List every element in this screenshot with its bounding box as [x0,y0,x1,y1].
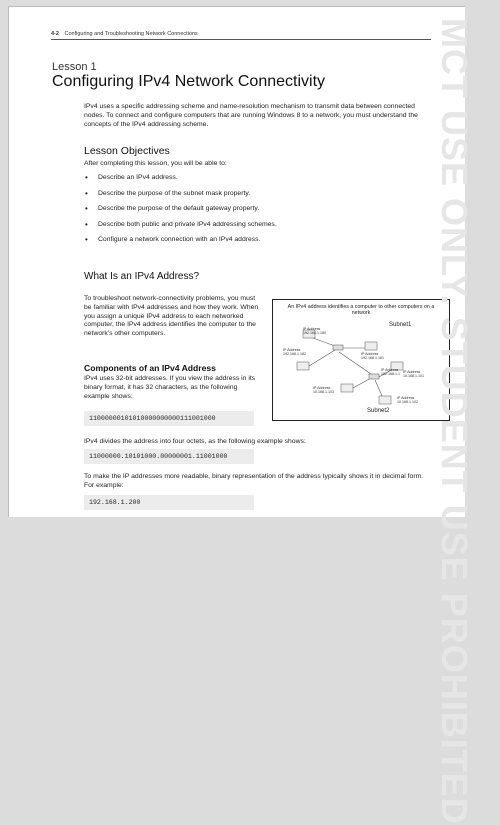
decimal-paragraph: To make the IP addresses more readable, binary representation of the address typically shows it in decimal form. For example: [84,473,424,489]
ip-label: IP Address 192.168.1.181 [361,352,384,361]
list-item: • Describe an IPv4 address. [84,174,424,190]
chapter-title: Configuring and Troubleshooting Network Connections [64,31,198,37]
hub-icon [333,345,343,350]
computer-icon [341,384,353,392]
objectives-heading: Lesson Objectives [84,145,170,157]
page-title: Configuring IPv4 Network Connectivity [52,73,326,90]
watermark [430,8,475,825]
code-decimal: 192.168.1.200 [84,495,254,510]
subnet1-label: Subnet1 [389,322,412,328]
network-figure [272,299,450,421]
lesson-label: Lesson 1 [52,61,97,73]
list-item: • Describe the purpose of the default gateway property. [84,205,424,221]
router-icon [369,374,379,379]
sub-paragraph: IPv4 uses 32-bit addresses. If you view the address in its binary format, it has 32 characters, as the following example shows: [84,375,256,400]
ip-label: IP Address 10.168.1.101 [403,370,424,379]
computer-icon [379,396,391,404]
document-page [8,6,465,517]
ip-label: IP Address 192.168.1.182 [283,348,306,357]
list-item: • Describe both public and private IPv4 addressing schemes. [84,221,424,237]
running-header [51,31,431,40]
computer-icon [365,342,377,350]
code-octets: 11000000.10101000.00000001.11001000 [84,449,254,464]
list-item: • Configure a network connection with an IPv4 address. [84,236,424,252]
objectives-lead: After completing this lesson, you will be able to: [84,160,227,167]
octet-paragraph: IPv4 divides the address into four octets, as the following example shows: [84,438,306,445]
section-paragraph: To troubleshoot network-connectivity problems, you must be familiar with IPv4 addresses and how they work. When you assign a unique IPv4 address to each networked computer, the IPv4 address identifies the computer to the network's other computers. [84,295,259,338]
ip-label: IP Address 192.168.1.1 [381,368,400,377]
objectives-list [84,174,424,252]
sub-heading: Components of an IPv4 Address [84,363,216,373]
list-item: • Describe the purpose of the subnet mask property. [84,190,424,206]
section-heading: What Is an IPv4 Address? [84,271,200,282]
computer-icon [297,362,309,370]
watermark-text: MCT USE ONLY. STUDENT USE PROHIBITED [434,18,475,825]
page-number: 4-2 [51,31,59,37]
ip-label: IP Address 10.168.1.102 [397,396,418,405]
network-diagram [273,316,449,420]
figure-caption: An IPv4 address identifies a computer to other computers on a network [287,304,435,317]
subnet2-label: Subnet2 [367,408,390,414]
ip-label: IP Address 192.168.1.180 [303,327,326,336]
intro-paragraph: IPv4 uses a specific addressing scheme and name-resolution mechanism to transmit data between connected nodes. To connect and configure computers that are running Windows 8 to a network, you must understand the concepts of the IPv4 addressing scheme. [84,103,418,128]
code-binary: 11000000101010000000000111001000 [84,411,254,426]
ip-label: IP Address 10.168.1.103 [313,386,334,395]
